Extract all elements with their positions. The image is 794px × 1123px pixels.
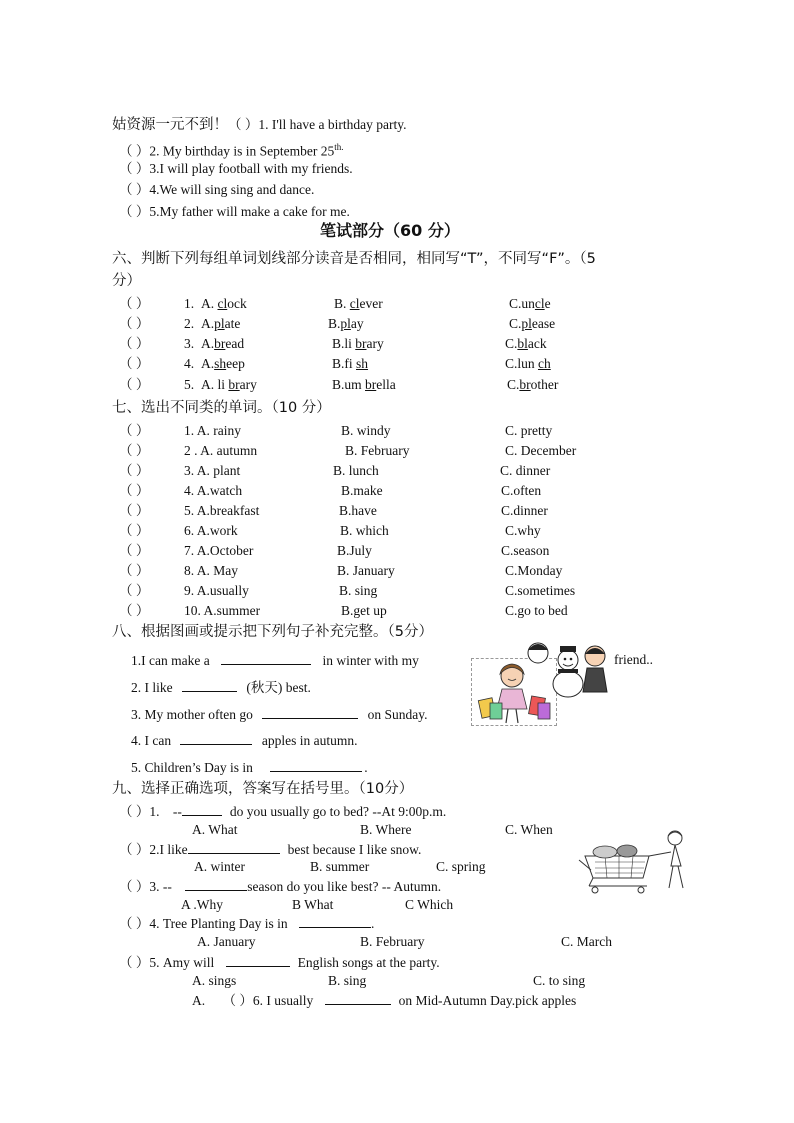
section9-question-3 [119, 877, 441, 896]
answer-blank[interactable] [182, 678, 237, 692]
option-a [201, 355, 245, 373]
answer-paren[interactable]: （ ） [119, 483, 150, 498]
word-prefix: A. [201, 316, 215, 331]
section9-question-4 [119, 914, 374, 933]
word-suffix: other [530, 377, 559, 392]
question-number: 5. [184, 377, 195, 392]
answer-blank[interactable] [185, 877, 247, 891]
sentence-text: 4. I can [131, 733, 172, 748]
option-c: C.Monday [505, 563, 563, 578]
item-text: 3.I will play football with my friends. [149, 161, 353, 176]
answer-paren[interactable]: （ ） [119, 296, 150, 311]
sentence-text: apples in autumn. [261, 733, 358, 748]
answer-blank[interactable] [299, 914, 371, 928]
underlined-letters: br [519, 377, 531, 392]
listening-item-1 [112, 116, 407, 134]
option-c [507, 376, 558, 394]
listening-item-3 [119, 160, 353, 178]
q5-option-c[interactable]: C. to sing [533, 973, 586, 988]
underlined-letters: ch [538, 356, 551, 371]
q4-option-a[interactable]: A. January [197, 934, 256, 949]
answer-paren[interactable]: （ ） [119, 316, 150, 331]
answer-paren[interactable]: （ ） [119, 543, 150, 558]
option-a: 6. A.work [184, 523, 238, 538]
word-suffix: ary [239, 377, 257, 392]
answer-paren[interactable]: （ ） [119, 603, 150, 618]
word-suffix: ella [376, 377, 396, 392]
underlined-letters: sh [356, 356, 369, 371]
answer-paren[interactable]: （ ） [119, 204, 150, 219]
option-b [328, 315, 364, 333]
q2-option-c[interactable]: C. spring [436, 859, 486, 874]
answer-blank[interactable] [188, 840, 280, 854]
option-c: C. December [505, 443, 577, 458]
written-part-title: 笔试部分（60 分） [320, 221, 460, 240]
q5-option-b[interactable]: B. sing [328, 973, 367, 988]
listening-item-2 [119, 138, 344, 161]
sentence-text: in winter with my [322, 653, 419, 668]
question-text: do you usually go to bed? --At 9:00p.m. [229, 804, 447, 819]
option-a: 2 . A. autumn [184, 443, 258, 458]
question-text: English songs at the party. [297, 955, 440, 970]
word-prefix: C. [509, 316, 522, 331]
word-prefix: C.un [509, 296, 535, 311]
lead-text: 姑资源一元不到！ [112, 117, 228, 133]
word-prefix: B. [334, 296, 350, 311]
answer-blank[interactable] [226, 953, 290, 967]
option-b [334, 295, 383, 313]
word-suffix: ease [531, 316, 556, 331]
answer-paren[interactable]: （ ） [119, 879, 150, 894]
answer-paren[interactable]: （ ） [119, 443, 150, 458]
answer-paren[interactable]: （ ） [119, 423, 150, 438]
section8-sentence-4 [131, 731, 357, 750]
section6-title-line1: 六、判断下列每组单词划线部分读音是否相同，相同写“T”，不同写“F”。（5 [112, 251, 596, 267]
option-b: B.have [339, 503, 377, 518]
answer-paren[interactable]: （ ） [119, 143, 150, 159]
option-c: C.why [505, 523, 541, 538]
option-a: 3. A. plant [184, 463, 241, 478]
q1-option-b[interactable]: B. Where [360, 822, 412, 837]
underlined-letters: cl [217, 296, 228, 311]
word-suffix: ack [527, 336, 547, 351]
section9-question-6 [192, 991, 576, 1010]
answer-blank[interactable] [180, 731, 252, 745]
answer-paren[interactable]: （ ） [119, 377, 150, 392]
word-prefix: B.um [332, 377, 366, 392]
answer-paren[interactable]: （ ） [119, 916, 150, 931]
answer-blank[interactable] [221, 651, 311, 665]
underlined-letters: cl [349, 296, 360, 311]
question-text: 4. Tree Planting Day is in [149, 916, 288, 931]
word-prefix: C.lun [505, 356, 539, 371]
underlined-letters: br [355, 336, 367, 351]
word-prefix: A. [201, 336, 215, 351]
underlined-letters: bl [517, 336, 528, 351]
option-b: B. which [340, 523, 389, 538]
shopping-cart-image [565, 826, 693, 898]
word-suffix: ary [366, 336, 384, 351]
word-prefix: A. li [201, 377, 229, 392]
item-text: 5.My father will make a cake for me. [149, 204, 350, 219]
question-text: A. [192, 993, 206, 1008]
q2-option-a[interactable]: A. winter [194, 859, 245, 874]
listening-item-4 [119, 181, 314, 199]
answer-paren[interactable]: （ ） [119, 563, 150, 578]
answer-paren[interactable]: （ ） [119, 336, 150, 351]
section9-question-2 [119, 840, 421, 859]
answer-paren[interactable]: （ ） [119, 583, 150, 598]
answer-paren[interactable]: （ ） [228, 117, 259, 132]
option-c: C.go to bed [505, 603, 568, 618]
answer-paren[interactable]: （ ） [119, 356, 150, 371]
underlined-letters: pl [521, 316, 532, 331]
question-number: 1. [184, 296, 195, 311]
question-number: 1. [149, 804, 160, 819]
answer-blank[interactable] [325, 991, 391, 1005]
option-a: 1. A. rainy [184, 423, 241, 438]
q3-option-c[interactable]: C Which [405, 897, 454, 912]
q4-option-c[interactable]: C. March [561, 934, 612, 949]
item-text: 4.We will sing sing and dance. [149, 182, 315, 197]
option-c [509, 295, 551, 313]
section9-question-5 [119, 953, 440, 972]
underlined-letters: br [214, 336, 226, 351]
snowman-image [525, 640, 611, 698]
sentence-text: . [364, 760, 368, 775]
answer-blank[interactable] [270, 758, 362, 772]
option-c: C.dinner [501, 503, 548, 518]
word-suffix: ate [224, 316, 241, 331]
option-c [505, 335, 547, 353]
sentence-text: 5. Children’s Day is in [131, 760, 253, 775]
question-text: 2.I like [149, 842, 188, 857]
answer-paren[interactable]: （ ） [222, 993, 253, 1008]
word-suffix: ead [225, 336, 245, 351]
option-b: B. windy [341, 423, 391, 438]
option-b [332, 335, 384, 353]
section8-sentence-1 [131, 651, 419, 670]
option-c: C.season [501, 543, 550, 558]
sentence-text: on Sunday. [367, 707, 428, 722]
question-text: season do you like best? -- Autumn. [247, 879, 442, 894]
q1-option-a[interactable]: A. What [192, 822, 238, 837]
option-a: 8. A. May [184, 563, 238, 578]
section6-title-line2: 分） [112, 273, 141, 289]
section8-sentence-2 [131, 678, 311, 697]
section9-question-1 [119, 802, 446, 821]
shopping-cart-icon [565, 826, 693, 898]
answer-paren[interactable]: （ ） [119, 842, 150, 857]
q1-option-c[interactable]: C. When [505, 822, 553, 837]
word-prefix: A. [201, 356, 215, 371]
answer-paren[interactable]: （ ） [119, 463, 150, 478]
option-c: C.sometimes [505, 583, 576, 598]
option-a [201, 295, 247, 313]
option-a: 10. A.summer [184, 603, 261, 618]
option-b: B.make [341, 483, 383, 498]
section8-title: 八、根据图画或提示把下列句子补充完整。（5分） [112, 624, 433, 640]
option-c [505, 355, 551, 373]
word-prefix: B.li [332, 336, 356, 351]
option-b: B.get up [341, 603, 387, 618]
underlined-letters: br [365, 377, 377, 392]
section8-sentence-3 [131, 705, 427, 724]
answer-paren[interactable]: （ ） [119, 182, 150, 197]
word-suffix: ay [350, 316, 364, 331]
option-a: 9. A.usually [184, 583, 249, 598]
q3-option-a[interactable]: A .Why [181, 897, 223, 912]
answer-paren[interactable]: （ ） [119, 161, 150, 176]
question-text: -- [172, 804, 182, 819]
q3-option-b[interactable]: B What [292, 897, 334, 912]
q4-option-b[interactable]: B. February [360, 934, 425, 949]
listening-item-5 [119, 203, 350, 221]
answer-blank[interactable] [182, 802, 222, 816]
option-b [332, 376, 396, 394]
answer-paren[interactable]: （ ） [119, 804, 150, 819]
question-text: . [371, 916, 375, 931]
answer-paren[interactable]: （ ） [119, 955, 150, 970]
underlined-letters: sh [214, 356, 227, 371]
word-prefix: A. [201, 296, 218, 311]
section8-sentence-1-end: friend.. [614, 652, 653, 667]
word-suffix: ock [227, 296, 247, 311]
option-a: 4. A.watch [184, 483, 243, 498]
underlined-letters: pl [214, 316, 225, 331]
answer-paren[interactable]: （ ） [119, 523, 150, 538]
option-a: 7. A.October [184, 543, 254, 558]
sentence-text: 3. My mother often go [131, 707, 253, 722]
question-text: best because I like snow. [287, 842, 422, 857]
option-b: B. lunch [333, 463, 379, 478]
question-number: 3. [184, 336, 195, 351]
sentence-text: 2. I like [131, 680, 173, 695]
option-a [201, 376, 257, 394]
option-b: B.July [337, 543, 372, 558]
option-a [201, 335, 244, 353]
word-prefix: B. [328, 316, 341, 331]
option-b: B. sing [339, 583, 378, 598]
section8-sentence-5 [131, 758, 368, 777]
section9-title: 九、选择正确选项，答案写在括号里。（10分） [112, 781, 414, 797]
question-text: 3. -- [149, 879, 172, 894]
option-c [509, 315, 555, 333]
q2-option-b[interactable]: B. summer [310, 859, 370, 874]
snowman-icon [525, 640, 611, 698]
section7-title: 七、选出不同类的单词。（10 分） [112, 400, 331, 416]
underlined-letters: cl [534, 296, 545, 311]
question-text: on Mid-Autumn Day.pick apples [398, 993, 577, 1008]
option-c: C. dinner [500, 463, 551, 478]
sentence-text: 1.I can make a [131, 653, 210, 668]
option-b: B. January [337, 563, 395, 578]
question-text: 6. I usually [252, 993, 314, 1008]
underlined-letters: br [228, 377, 240, 392]
question-text: 5. Amy will [149, 955, 215, 970]
sentence-text: (秋天) best. [246, 680, 311, 695]
word-suffix: eep [226, 356, 245, 371]
option-c: C.often [501, 483, 542, 498]
option-b [332, 355, 368, 373]
option-b: B. February [345, 443, 410, 458]
option-a [201, 315, 240, 333]
answer-blank[interactable] [262, 705, 358, 719]
answer-paren[interactable]: （ ） [119, 503, 150, 518]
question-number: 4. [184, 356, 195, 371]
word-suffix: e [544, 296, 551, 311]
word-prefix: C. [507, 377, 520, 392]
item-text: 2. My birthday is in September 25 [149, 143, 335, 159]
option-c: C. pretty [505, 423, 553, 438]
word-prefix: C. [505, 336, 518, 351]
item-text: 1. I'll have a birthday party. [258, 117, 407, 132]
question-number: 2. [184, 316, 195, 331]
q5-option-a[interactable]: A. sings [192, 973, 237, 988]
option-a: 5. A.breakfast [184, 503, 260, 518]
word-prefix: B.fi [332, 356, 357, 371]
word-suffix: ever [359, 296, 383, 311]
underlined-letters: pl [340, 316, 351, 331]
item-superscript: th. [334, 142, 344, 152]
